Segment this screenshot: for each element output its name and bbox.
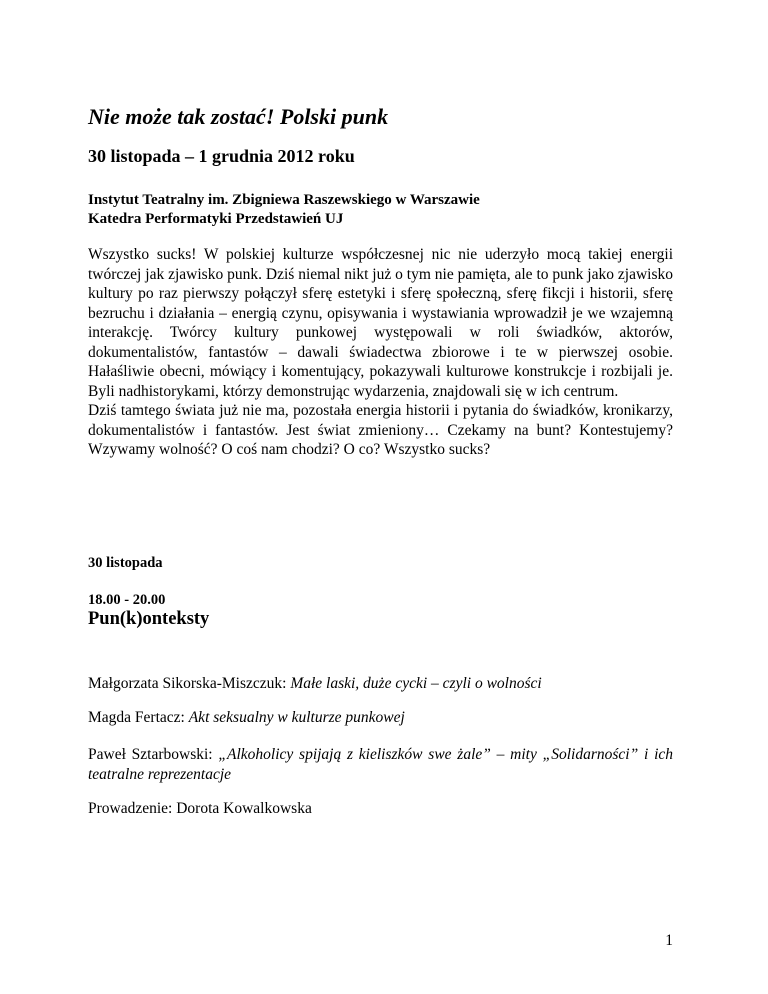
document-title: Nie może tak zostać! Polski punk: [88, 104, 389, 129]
page-number: 1: [665, 932, 673, 949]
talk-title: Małe laski, duże cycki – czyli o wolności: [290, 675, 542, 692]
institution-name: Instytut Teatralny im. Zbigniewa Raszewskiego w Warszawie: [88, 192, 480, 208]
talk-item: [88, 708, 673, 728]
talk-speaker: Paweł Sztarbowski:: [88, 746, 213, 763]
talk-item: [88, 745, 673, 785]
intro-paragraph: Dziś tamtego świata już nie ma, pozostała energia historii i pytania do świadków, kronikarzy, dokumentalistów i fantastów. Jest świat zmieniony… Czekamy na bunt? Kontestujemy? Wzywamy wolność? O coś nam chodzi? O co? Wszystko sucks?: [88, 402, 673, 458]
institutions-block: [88, 191, 480, 229]
intro-text: [88, 245, 673, 460]
talk-item: [88, 674, 673, 694]
day-heading: 30 listopada: [88, 555, 163, 571]
session-title: Pun(k)onteksty: [88, 609, 210, 629]
moderator-line: Prowadzenie: Dorota Kowalkowska: [88, 800, 312, 817]
institution-name: Katedra Performatyki Przedstawień UJ: [88, 211, 344, 227]
event-dates: 30 listopada – 1 grudnia 2012 roku: [88, 146, 355, 166]
talk-speaker: Magda Fertacz:: [88, 709, 185, 726]
session-time: 18.00 - 20.00: [88, 592, 166, 608]
intro-paragraph: Wszystko sucks! W polskiej kulturze współczesnej nic nie uderzyło mocą takiej energii twórczej jak zjawisko punk. Dziś niemal nikt już o tym nie pamięta, ale to punk jako zjawisko kultury po raz pierwszy połączył sferę estetyki i sferę społeczną, sferę fikcji i historii, sferę bezruchu i działania – energią czynu, opisywania i wystawiania wprowadził je we wzajemną interakcję. Twórcy kultury punkowej występowali w roli świadków, aktorów, dokumentalistów, fantastów – dawali świadectwa zbiorowe i te w pierwszej osobie. Hałaśliwie obecni, mówiący i komentujący, pokazywali kulturowe konstrukcje i rozbijali je. Byli nadhistorykami, którzy demonstrując wydarzenia, znajdowali się w ich centrum.: [88, 246, 673, 400]
talk-speaker: Małgorzata Sikorska-Miszczuk:: [88, 675, 287, 692]
talk-title: Akt seksualny w kulturze punkowej: [188, 709, 405, 726]
talk-title: „Alkoholicy spijają z kieliszków swe żale” – mity „Solidarności” i ich teatralne reprezentacje: [88, 746, 674, 783]
